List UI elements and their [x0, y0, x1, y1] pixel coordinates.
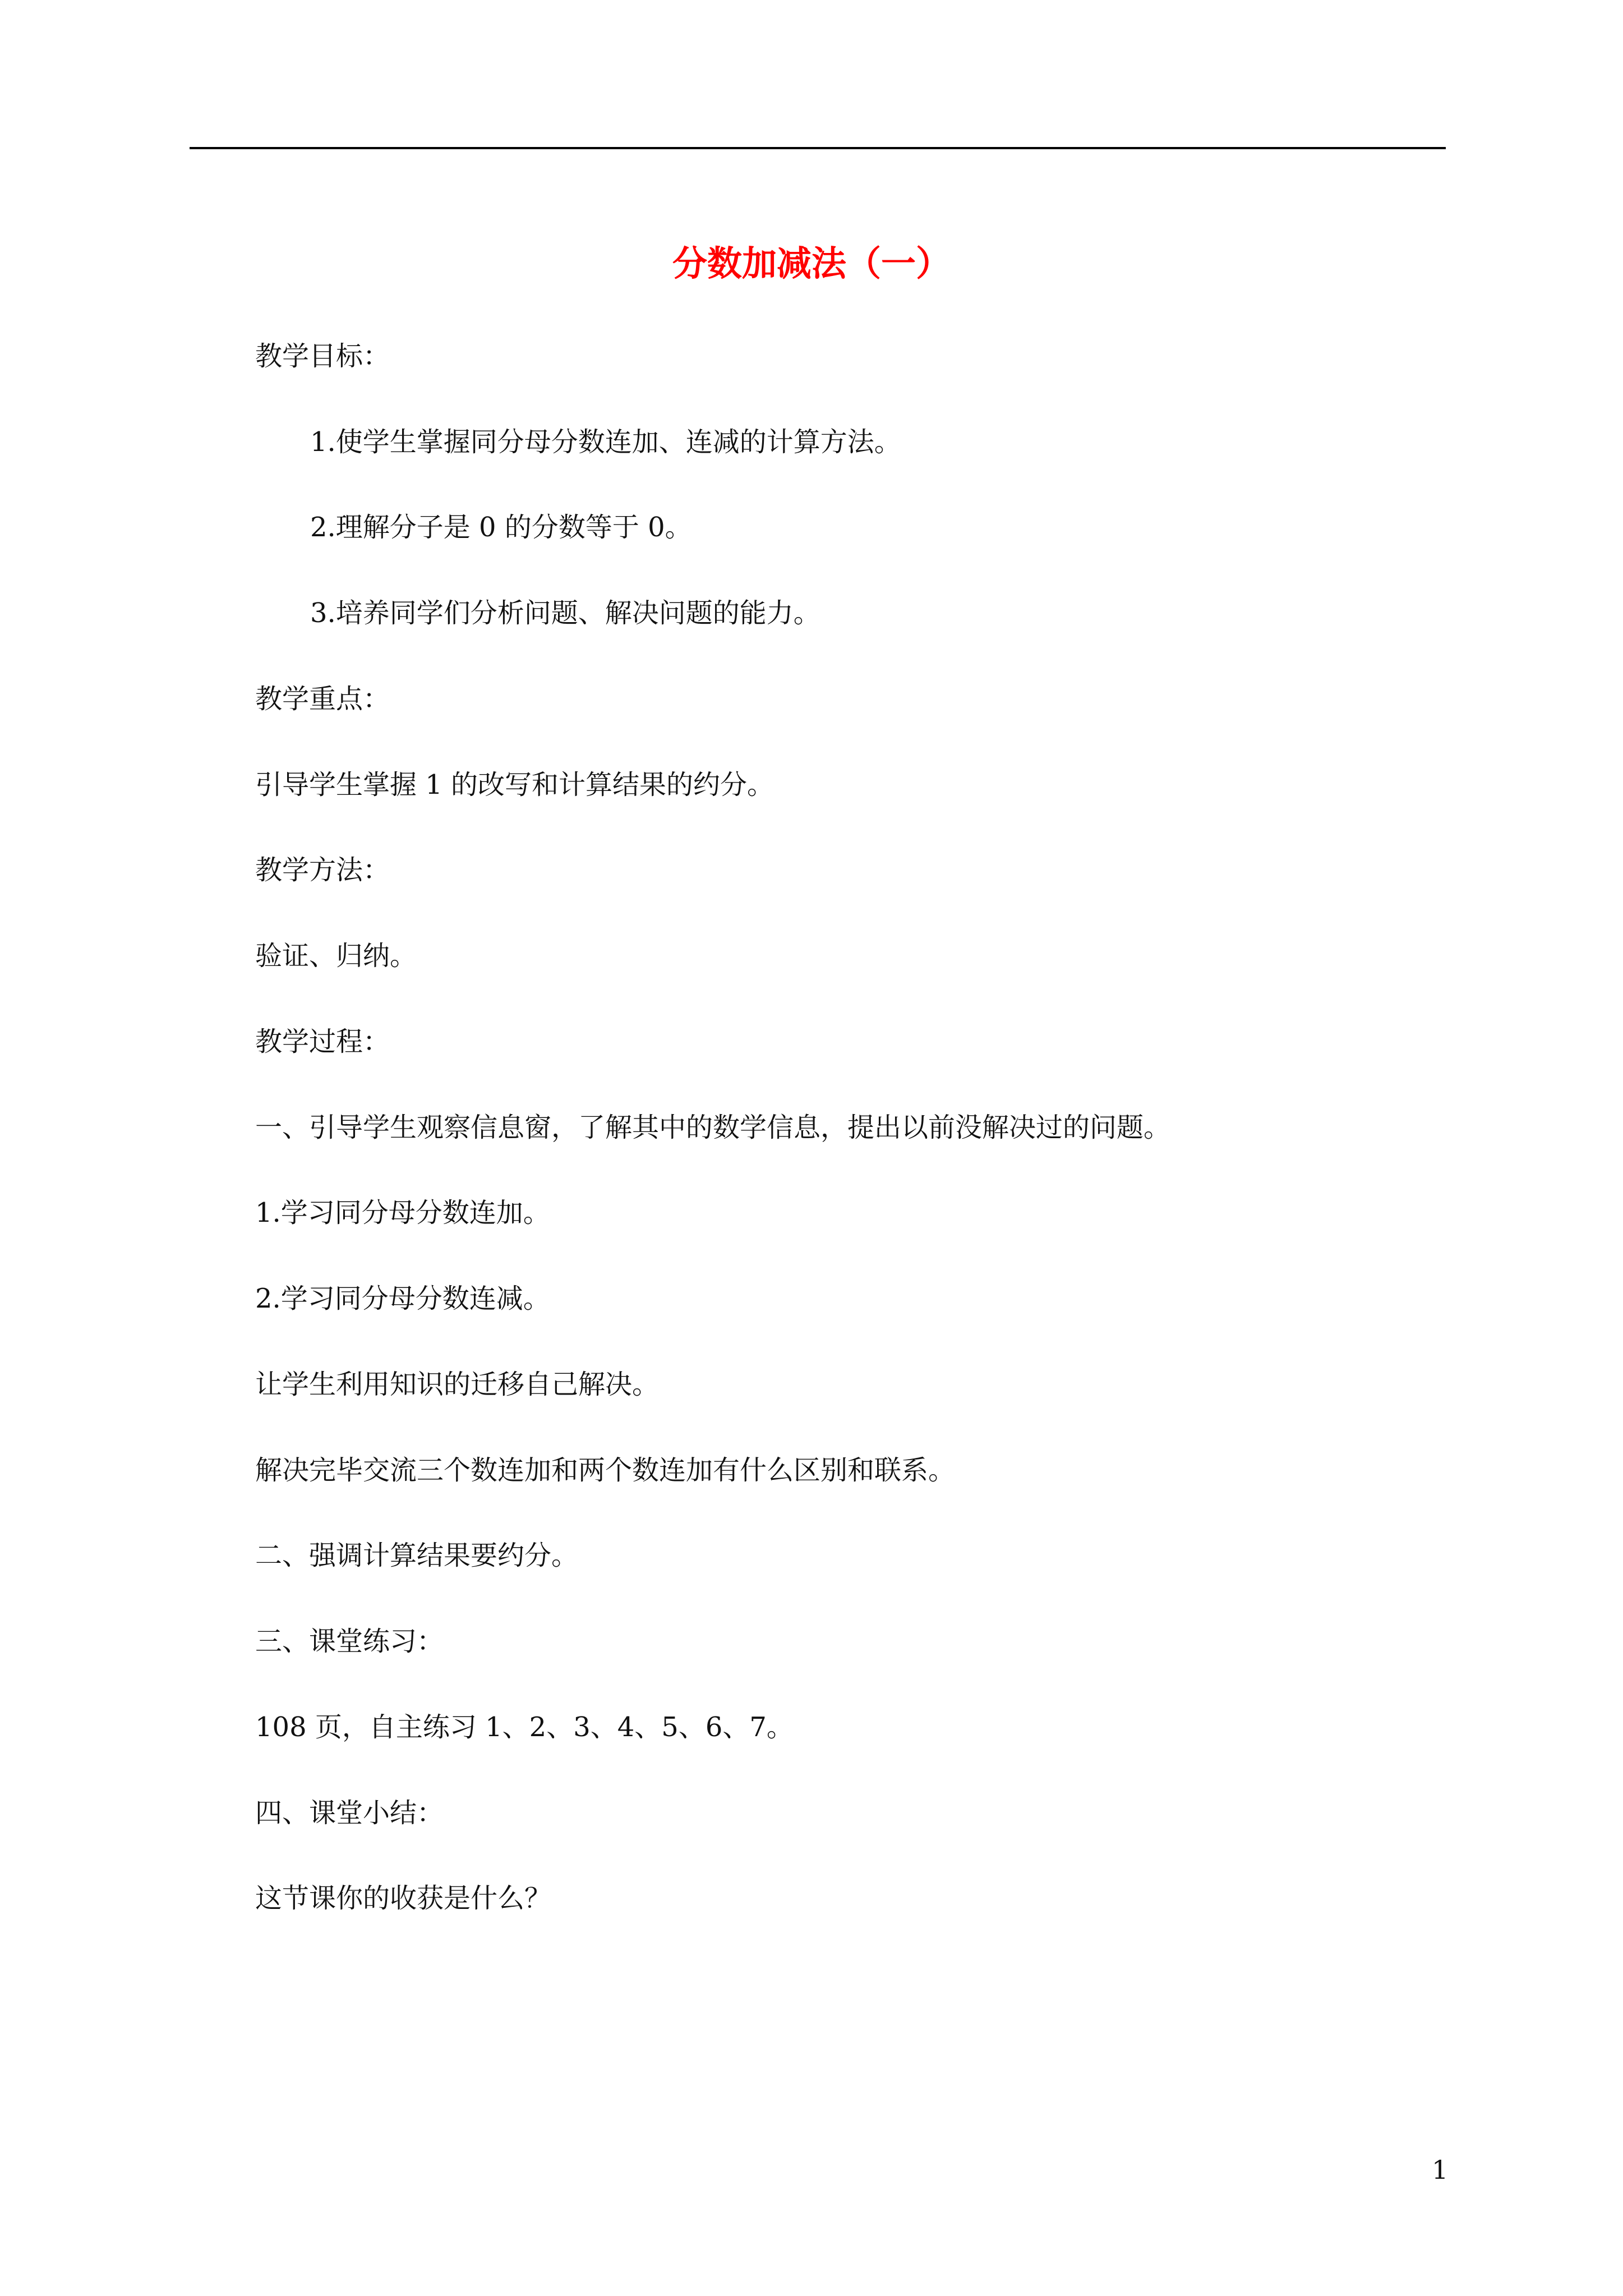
method-heading: 教学方法：: [255, 854, 390, 886]
header-rule: [190, 147, 1446, 149]
document-title: 分数加减法（一）: [672, 243, 951, 284]
page-number: 1: [1432, 2155, 1449, 2185]
process-line: 二、强调计算结果要约分。: [255, 1540, 579, 1571]
process-heading: 教学过程：: [255, 1026, 390, 1057]
goal-item: 3.培养同学们分析问题、解决问题的能力。: [310, 597, 820, 629]
process-line: 1.学习同分母分数连加。: [255, 1197, 550, 1228]
method-text: 验证、归纳。: [255, 940, 417, 972]
goal-item: 2.理解分子是 0 的分数等于 0。: [310, 512, 692, 543]
goals-heading: 教学目标：: [255, 341, 390, 372]
key-point-text: 引导学生掌握 1 的改写和计算结果的约分。: [255, 769, 774, 800]
process-line: 108 页，自主练习 1、2、3、4、5、6、7。: [255, 1711, 794, 1743]
process-line: 2.学习同分母分数连减。: [255, 1283, 550, 1314]
goal-item: 1.使学生掌握同分母分数连加、连减的计算方法。: [310, 426, 901, 458]
key-point-heading: 教学重点：: [255, 683, 390, 715]
process-line: 这节课你的收获是什么？: [255, 1883, 552, 1914]
process-line: 三、课堂练习：: [255, 1626, 444, 1657]
process-line: 一、引导学生观察信息窗，了解其中的数学信息，提出以前没解决过的问题。: [255, 1112, 1171, 1143]
process-line: 解决完毕交流三个数连加和两个数连加有什么区别和联系。: [255, 1455, 956, 1486]
process-line: 四、课堂小结：: [255, 1797, 444, 1829]
process-line: 让学生利用知识的迁移自己解决。: [255, 1369, 660, 1400]
